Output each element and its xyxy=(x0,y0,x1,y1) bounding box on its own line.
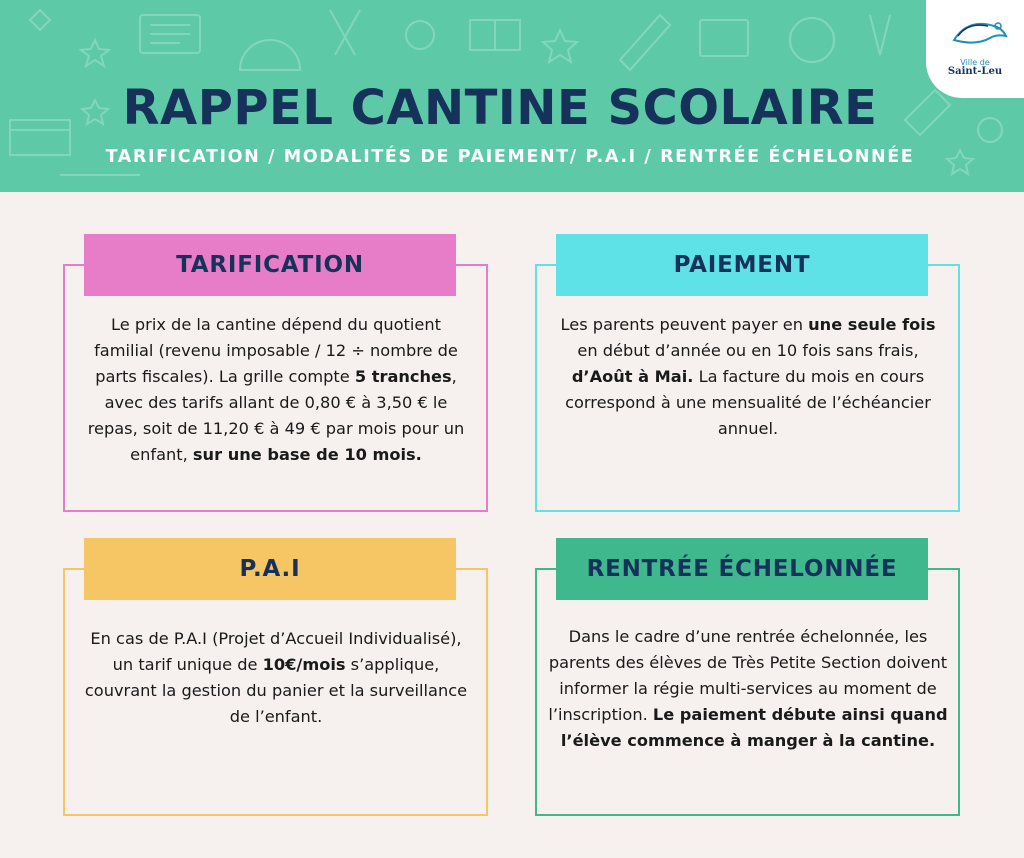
text-segment: Les parents peuvent payer en xyxy=(560,315,809,334)
paiement-text xyxy=(548,312,948,442)
text-segment: en début d’année ou en 10 fois sans frais, xyxy=(577,341,919,360)
bold-text-segment: 10€/mois xyxy=(262,655,346,674)
header-banner xyxy=(0,0,1024,192)
turtle-icon xyxy=(926,0,1024,60)
text-segment: , avec des tarifs allant de 0,80 € à 3,50 € le repas, soit de 11,20 € à 49 € par mois pour un enfant, xyxy=(87,367,465,464)
text-segment: La facture du mois en cours correspond à une mensualité de l’échéancier annuel. xyxy=(565,367,931,438)
saint-leu-logo xyxy=(926,0,1024,98)
bold-text-segment: d’Août à Mai. xyxy=(571,367,694,386)
text-segment: En cas de P.A.I (Projet d’Accueil Individualisé), un tarif unique de xyxy=(90,629,462,674)
paiement-label: PAIEMENT xyxy=(556,234,928,296)
text-segment: Dans le cadre d’une rentrée échelonnée, les parents des élèves de Très Petite Section doivent informer la régie multi-services au moment de l’inscription. xyxy=(548,627,948,724)
text-segment: Le prix de la cantine dépend du quotient familial (revenu imposable / 12 ÷ nombre de parts fiscales). La grille compte xyxy=(94,315,458,386)
bold-text-segment: une seule fois xyxy=(808,315,936,334)
rentree-text xyxy=(546,624,950,754)
page-title: RAPPEL CANTINE SCOLAIRE xyxy=(122,80,878,136)
bold-text-segment: 5 tranches xyxy=(354,367,452,386)
tarification-text xyxy=(80,312,472,468)
pai-label: P.A.I xyxy=(84,538,456,600)
logo-name: Saint-Leu xyxy=(947,66,1003,77)
rentree-label: RENTRÉE ÉCHELONNÉE xyxy=(556,538,928,600)
bold-text-segment: sur une base de 10 mois. xyxy=(192,445,422,464)
text-segment: s’applique, couvrant la gestion du panier et la surveillance de l’enfant. xyxy=(84,655,468,726)
page-subtitle: TARIFICATION / MODALITÉS DE PAIEMENT/ P.A.I / RENTRÉE ÉCHELONNÉE xyxy=(105,147,915,167)
bold-text-segment: Le paiement débute ainsi quand l’élève commence à manger à la cantine. xyxy=(560,705,948,750)
tarification-label: TARIFICATION xyxy=(84,234,456,296)
pai-text xyxy=(80,626,472,730)
logo-caption: Ville de xyxy=(960,58,990,67)
